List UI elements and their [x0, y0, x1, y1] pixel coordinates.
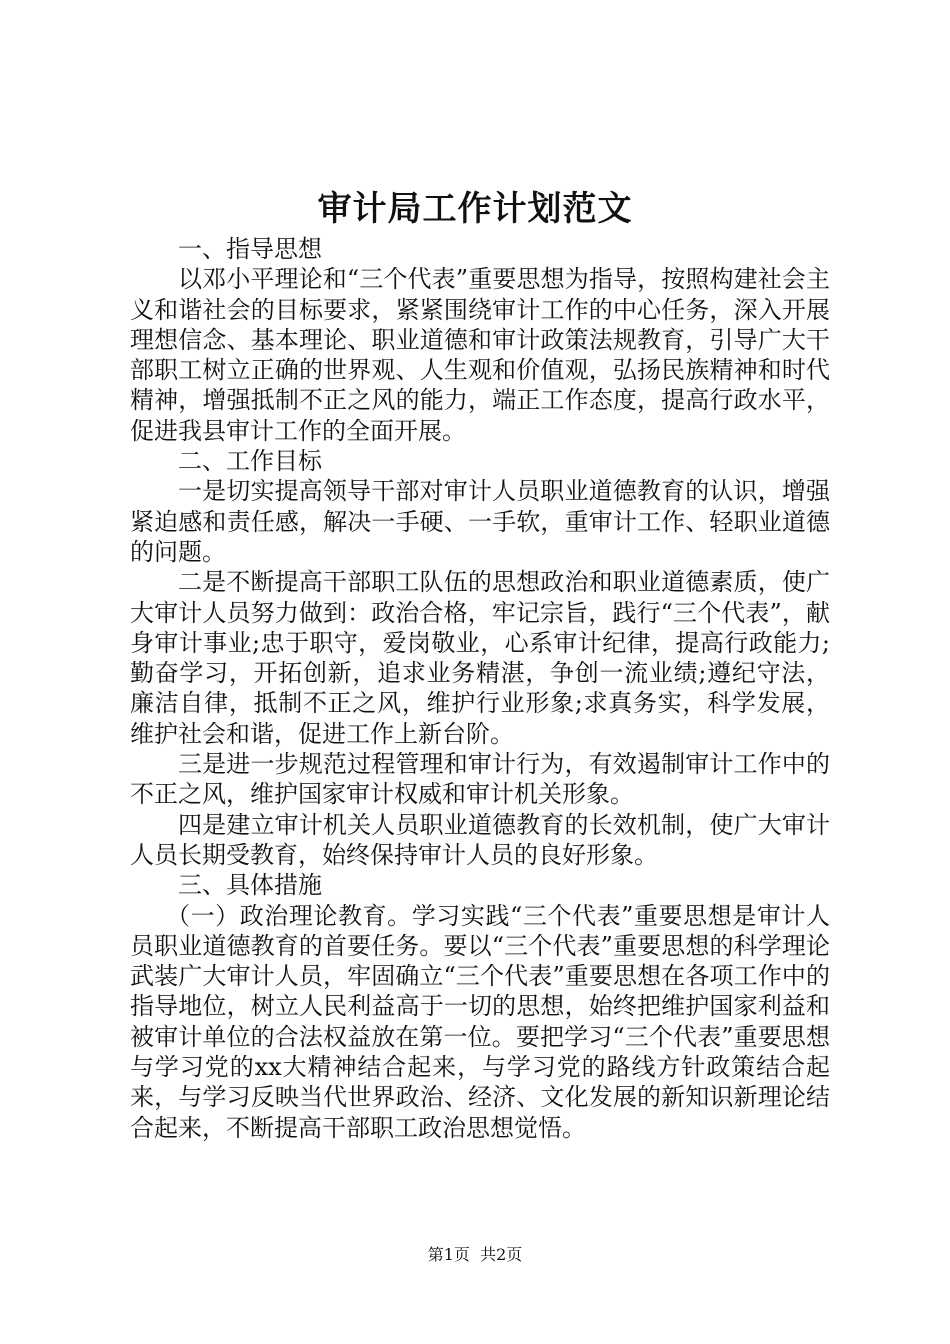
section-heading-work-goals: 二、工作目标: [178, 447, 322, 476]
paragraph-goal-three: 三是进一步规范过程管理和审计行为，有效遏制审计工作中的不正之风，维护国家审计权威和审计机关形象。: [130, 750, 830, 809]
paragraph-goal-four: 四是建立审计机关人员职业道德教育的长效机制，使广大审计人员长期受教育，始终保持审计人员的良好形象。: [130, 810, 830, 869]
page-total: 共2页: [480, 1245, 523, 1264]
page-footer: [0, 1244, 950, 1266]
paragraph-political-education: （一）政治理论教育。学习实践“三个代表”重要思想是审计人员职业道德教育的首要任务。要以“三个代表”重要思想的科学理论武装广大审计人员，牢固确立“三个代表”重要思想在各项工作中的指导地位，树立人民利益高于一切的思想，始终把维护国家利益和被审计单位的合法权益放在第一位。要把学习“三个代表”重要思想与学习党的xx大精神结合起来，与学习党的路线方针政策结合起来，与学习反映当代世界政治、经济、文化发展的新知识新理论结合起来，不断提高干部职工政治思想觉悟。: [130, 901, 830, 1142]
page-number: 第1页: [427, 1245, 470, 1264]
section-heading-guiding-ideology: 一、指导思想: [178, 235, 322, 263]
document-body: [130, 234, 830, 1143]
document-title: 审计局工作计划范文: [317, 189, 633, 229]
paragraph-goal-two: 二是不断提高干部职工队伍的思想政治和职业道德素质，使广大审计人员努力做到：政治合格，牢记宗旨，践行“三个代表”，献身审计事业;忠于职守，爱岗敬业，心系审计纪律，提高行政能力;勤奋学习，开拓创新，追求业务精湛，争创一流业绩;遵纪守法，廉洁自律，抵制不正之风，维护行业形象;求真务实，科学发展，维护社会和谐，促进工作上新台阶。: [130, 568, 830, 748]
paragraph-guiding-ideology: 以邓小平理论和“三个代表”重要思想为指导，按照构建社会主义和谐社会的目标要求，紧紧围绕审计工作的中心任务，深入开展理想信念、基本理论、职业道德和审计政策法规教育，引导广大干部职工树立正确的世界观、人生观和价值观，弘扬民族精神和时代精神，增强抵制不正之风的能力，端正工作态度，提高行政水平，促进我县审计工作的全面开展。: [130, 265, 830, 445]
paragraph-goal-one: 一是切实提高领导干部对审计人员职业道德教育的认识，增强紧迫感和责任感，解决一手硬、一手软，重审计工作、轻职业道德的问题。: [130, 477, 830, 566]
section-heading-specific-measures: 三、具体措施: [178, 871, 322, 900]
